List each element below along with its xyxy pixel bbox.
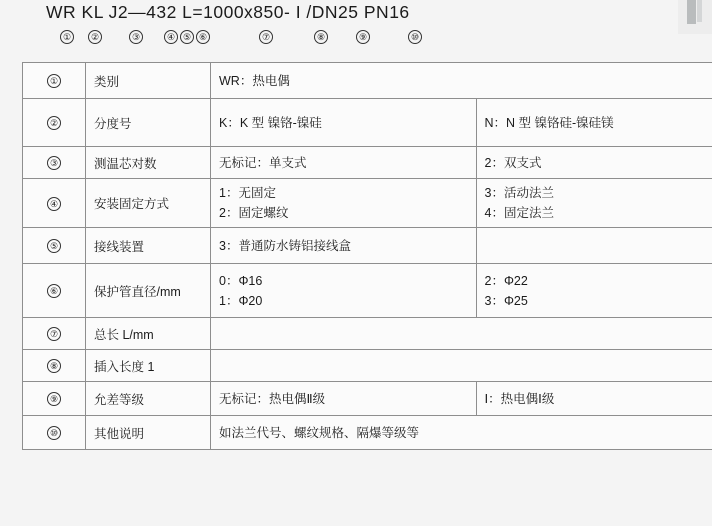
row-value-primary: 无标记：单支式 — [211, 147, 477, 179]
model-code-line: WR KL J2—432 L=1000x850- I /DN25 PN16 — [46, 2, 410, 22]
row-value-secondary: N：N 型 镍铬硅-镍硅镁 — [476, 99, 712, 147]
row-value-primary: 1：无固定 2：固定螺纹 — [211, 179, 477, 228]
row-value-primary: 0：Φ16 1：Φ20 — [211, 264, 477, 318]
row-label: 类别 — [86, 63, 211, 99]
table-body — [23, 63, 712, 450]
marker-2: ② — [88, 30, 102, 44]
table-row — [23, 350, 712, 382]
row-label: 总长 L/mm — [86, 318, 211, 350]
row-label: 插入长度 1 — [86, 350, 211, 382]
table-row — [23, 416, 712, 450]
specification-table — [22, 62, 712, 450]
marker-5: ⑤ — [180, 30, 194, 44]
row-value-primary — [211, 350, 712, 382]
row-value-secondary: 2：Φ22 3：Φ25 — [476, 264, 712, 318]
row-value-secondary: 3：活动法兰 4：固定法兰 — [476, 179, 712, 228]
row-index: ⑨ — [23, 382, 86, 416]
row-value-secondary — [476, 228, 712, 264]
row-index: ⑦ — [23, 318, 86, 350]
row-index: ③ — [23, 147, 86, 179]
row-value-primary: 3：普通防水铸铝接线盒 — [211, 228, 477, 264]
row-index: ⑩ — [23, 416, 86, 450]
row-value-primary: 无标记：热电偶Ⅱ级 — [211, 382, 477, 416]
marker-6: ⑥ — [196, 30, 210, 44]
row-label: 允差等级 — [86, 382, 211, 416]
row-label: 分度号 — [86, 99, 211, 147]
table-row — [23, 382, 712, 416]
row-value-primary: 如法兰代号、螺纹规格、隔爆等级等 — [211, 416, 712, 450]
row-index: ⑥ — [23, 264, 86, 318]
marker-1: ① — [60, 30, 74, 44]
decorative-bar-secondary-icon — [697, 0, 702, 22]
row-index: ① — [23, 63, 86, 99]
table-row — [23, 179, 712, 228]
row-label: 接线装置 — [86, 228, 211, 264]
row-label: 保护管直径/mm — [86, 264, 211, 318]
row-index: ② — [23, 99, 86, 147]
row-value-secondary: Ⅰ：热电偶Ⅰ级 — [476, 382, 712, 416]
row-label: 测温芯对数 — [86, 147, 211, 179]
row-index: ⑤ — [23, 228, 86, 264]
marker-3: ③ — [129, 30, 143, 44]
row-value-primary: WR：热电偶 — [211, 63, 712, 99]
table-row — [23, 264, 712, 318]
row-value-primary: K：K 型 镍铬-镍硅 — [211, 99, 477, 147]
marker-7: ⑦ — [259, 30, 273, 44]
row-index: ④ — [23, 179, 86, 228]
row-label: 安装固定方式 — [86, 179, 211, 228]
marker-4: ④ — [164, 30, 178, 44]
decorative-bar-icon — [687, 0, 696, 24]
row-value-secondary: 2：双支式 — [476, 147, 712, 179]
row-value-primary — [211, 318, 712, 350]
marker-10: ⑩ — [408, 30, 422, 44]
row-index: ⑧ — [23, 350, 86, 382]
marker-9: ⑨ — [356, 30, 370, 44]
table-row — [23, 147, 712, 179]
row-label: 其他说明 — [86, 416, 211, 450]
table-row — [23, 63, 712, 99]
table-row — [23, 99, 712, 147]
marker-row — [46, 30, 686, 50]
table-row — [23, 318, 712, 350]
marker-8: ⑧ — [314, 30, 328, 44]
table-row — [23, 228, 712, 264]
